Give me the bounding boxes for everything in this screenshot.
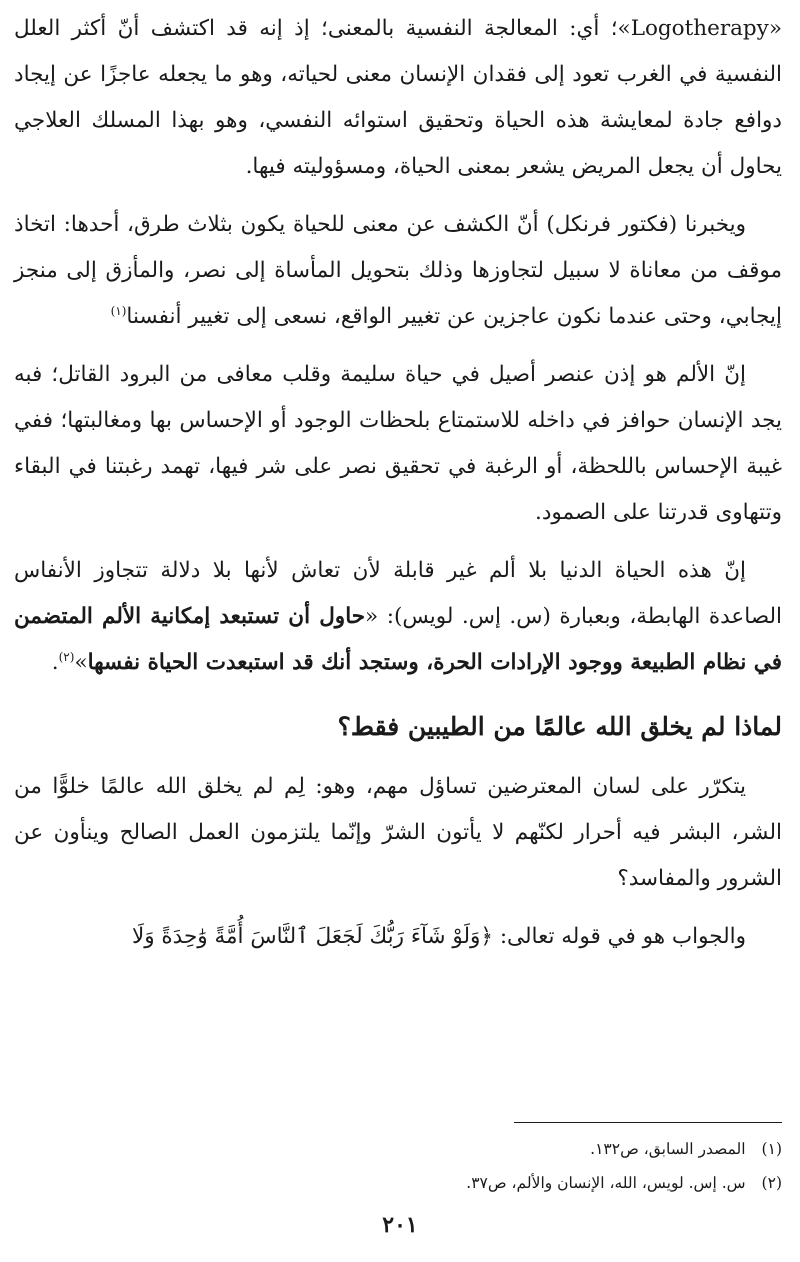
page-number: ٢٠١: [382, 1212, 418, 1238]
quran-verse: ﴿وَلَوْ شَآءَ رَبُّكَ لَجَعَلَ ٱلنَّاسَ أُمَّةً وَٰحِدَةً وَلَا: [131, 924, 493, 949]
footnote-text: المصدر السابق، ص١٣٢.: [590, 1140, 746, 1158]
paragraph-text: ويخبرنا (فكتور فرنكل) أنّ الكشف عن معنى للحياة يكون بثلاث طرق، أحدها: اتخاذ موقف من معاناة لا سبيل لتجاوزها وذلك بتحويل المأساة إلى نصر، والمأزق إلى منجز إيجابي، وحتى عندما نكون عاجزين عن تغيير الواقع، نسعى إلى تغيير أنفسنا: [14, 212, 782, 329]
paragraph-lewis-quote: [14, 548, 782, 686]
paragraph-end: .: [51, 650, 59, 675]
footnote-1: [18, 1132, 782, 1166]
paragraph-text: »؛ أي: المعالجة النفسية بالمعنى؛ إذ إنه قد اكتشف أنّ أكثر العلل النفسية في الغرب تعود إلى فقدان الإنسان معنى لحياته، وهو ما يجعله عاجزًا عن إيجاد دوافع جادة لمعايشة هذه الحياة وتحقيق استوائه النفسي، وهو بهذا المسلك العلاجي يحاول أن يجعل المريض يشعر بمعنى الحياة، ومسؤوليته فيها.: [14, 16, 782, 179]
paragraph-text: إنّ هذه الحياة الدنيا بلا ألم غير قابلة لأن تعاش لأنها بلا دلالة تتجاوز الأنفاس الصاعدة الهابطة، وبعبارة (س. إس. لويس): «: [14, 558, 782, 629]
latin-term-open: «: [768, 16, 782, 41]
footnote-ref-1[interactable]: (١): [110, 303, 127, 318]
bold-quote: حاول أن تستبعد إمكانية الألم المتضمن في نظام الطبيعة ووجود الإرادات الحرة، وستجد أنك قد استبعدت الحياة نفسها: [14, 604, 782, 675]
footnote-number: (٢): [761, 1174, 782, 1192]
footnote-text: س. إس. لويس، الله، الإنسان والألم، ص٣٧.: [466, 1174, 746, 1192]
paragraph-text: إنّ الألم هو إذن عنصر أصيل في حياة سليمة وقلب معافى من البرود القاتل؛ فبه يجد الإنسان حوافز في داخله للاستمتاع بلحظات الوجود أو الإحساس بها ومغالبتها؛ ففي غيبة الإحساس باللحظة، أو الرغبة في تحقيق نصر على شر فيها، تهمد رغبتنا في البقاء وتتهاوى قدرتنا على الصمود.: [14, 362, 782, 525]
paragraph-pain: [14, 352, 782, 536]
paragraph-question: [14, 764, 782, 902]
paragraph-text: والجواب هو في قوله تعالى:: [492, 924, 746, 949]
paragraph-frankl: [14, 202, 782, 340]
latin-term: Logotherapy: [630, 16, 769, 41]
footnote-2: [18, 1166, 782, 1200]
quote-close: »: [74, 650, 88, 675]
footnote-ref-2[interactable]: (٢): [58, 649, 75, 664]
paragraph-text: يتكرّر على لسان المعترضين تساؤل مهم، وهو: لِم لم يخلق الله عالمًا خلوًّا من الشر، البشر فيه أحرار لكنّهم لا يأتون الشرّ وإنّما يلتزمون العمل الصالح وينأون عن الشرور والمفاسد؟: [14, 774, 782, 891]
paragraph-logotherapy: [14, 6, 782, 190]
footnote-number: (١): [761, 1140, 782, 1158]
footnote-divider: [514, 1122, 782, 1123]
footnotes: [18, 1132, 782, 1200]
section-heading: لماذا لم يخلق الله عالمًا من الطيبين فقط؟: [337, 712, 782, 741]
paragraph-answer: [14, 914, 782, 960]
